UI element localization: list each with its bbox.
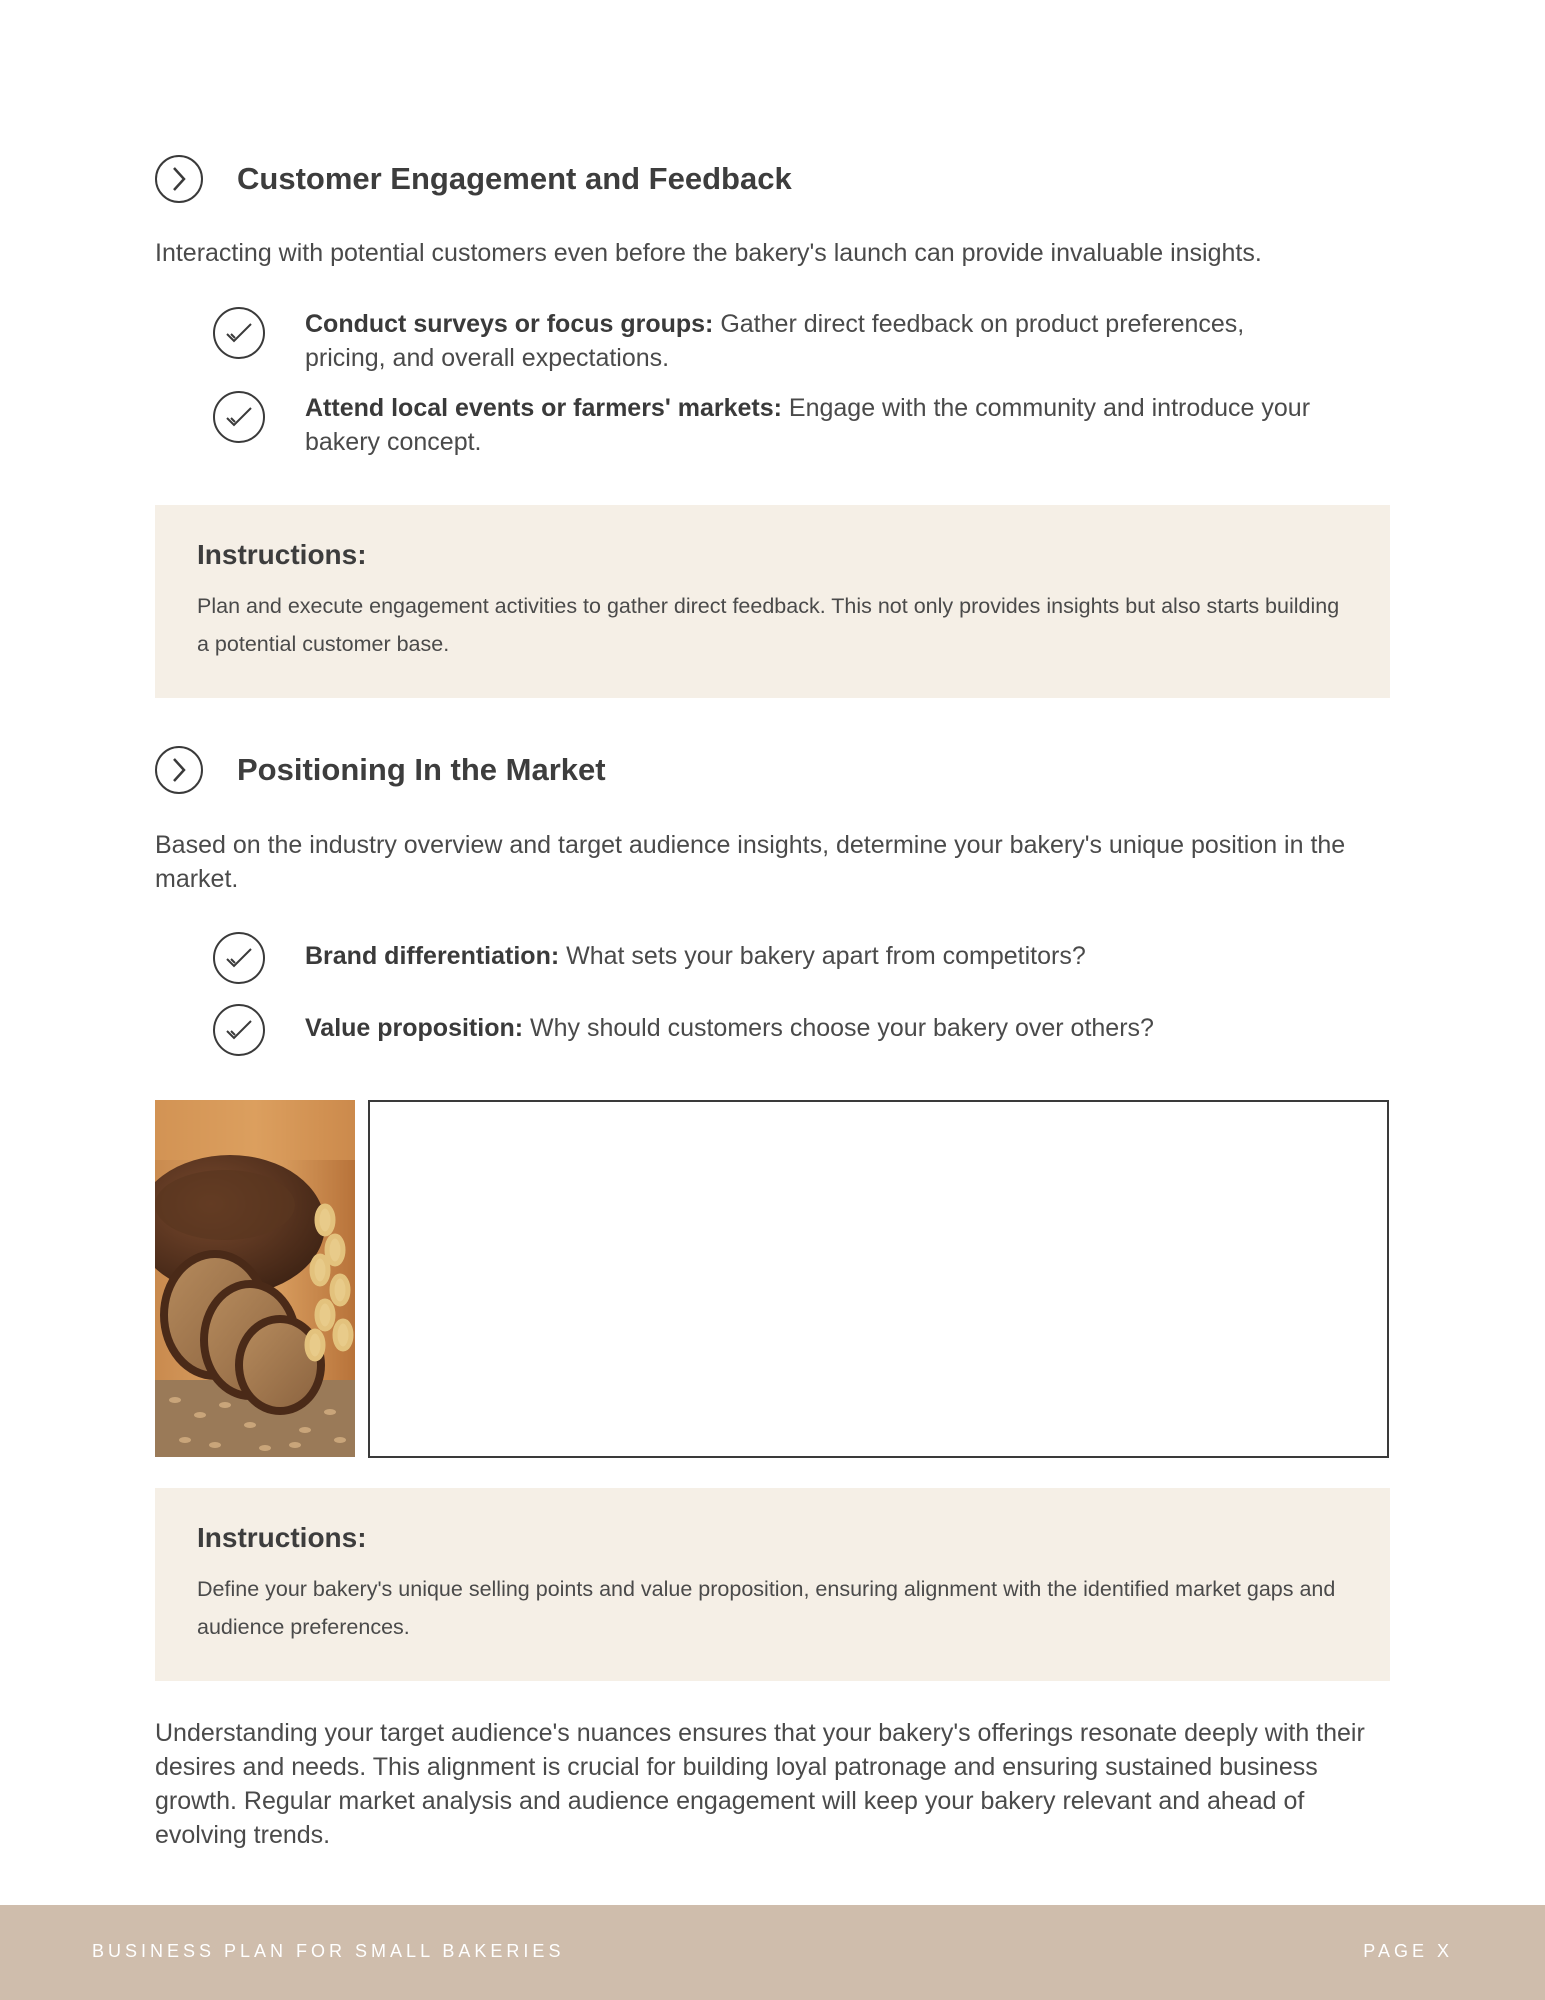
list-item: [213, 307, 1313, 375]
list-item-text: Conduct surveys or focus groups: Gather direct feedback on product preferences, pricing, and overall expectations.: [305, 310, 1245, 372]
page-number: PAGE X: [1363, 1941, 1453, 1961]
section-intro: Based on the industry overview and target audience insights, determine your bakery's unique position in the market.: [155, 831, 1346, 893]
chevron-right-circle-icon: [155, 155, 203, 203]
section-header-positioning: [155, 746, 606, 794]
bread-photo: [155, 1100, 355, 1457]
list-item: [213, 932, 1313, 984]
instructions-box: [155, 1488, 1390, 1681]
instructions-heading: Instructions:: [197, 539, 367, 570]
list-item: [213, 391, 1313, 459]
section-title: Positioning In the Market: [237, 752, 606, 787]
instructions-body: Define your bakery's unique selling points and value proposition, ensuring alignment with the identified market gaps and audience preferences.: [197, 1577, 1336, 1639]
instructions-box: [155, 505, 1390, 698]
instructions-heading: Instructions:: [197, 1522, 367, 1553]
section-intro: Interacting with potential customers even before the bakery's launch can provide invaluable insights.: [155, 239, 1262, 267]
check-circle-icon: [213, 932, 265, 984]
check-circle-icon: [213, 307, 265, 359]
section-title: Customer Engagement and Feedback: [237, 161, 792, 196]
chevron-right-circle-icon: [155, 746, 203, 794]
check-circle-icon: [213, 391, 265, 443]
list-item-text: Value proposition: Why should customers choose your bakery over others?: [305, 1014, 1154, 1042]
instructions-body: Plan and execute engagement activities to gather direct feedback. This not only provides insights but also starts building a potential customer base.: [197, 594, 1340, 656]
page-footer: [0, 1905, 1545, 2000]
section-header-engagement: [155, 155, 792, 203]
closing-paragraph: Understanding your target audience's nuances ensures that your bakery's offerings resonate deeply with their desires and needs. This alignment is crucial for building loyal patronage and ensuring sustained business growth. Regular market analysis and audience engagement will keep your bakery relevant and ahead of evolving trends.: [155, 1719, 1365, 1849]
list-item-text: Attend local events or farmers' markets: Engage with the community and introduce your bakery concept.: [305, 394, 1311, 456]
response-box[interactable]: [368, 1100, 1389, 1458]
check-circle-icon: [213, 1004, 265, 1056]
list-item-text: Brand differentiation: What sets your bakery apart from competitors?: [305, 942, 1086, 970]
footer-title: BUSINESS PLAN FOR SMALL BAKERIES: [92, 1941, 565, 1961]
list-item: [213, 1004, 1313, 1056]
